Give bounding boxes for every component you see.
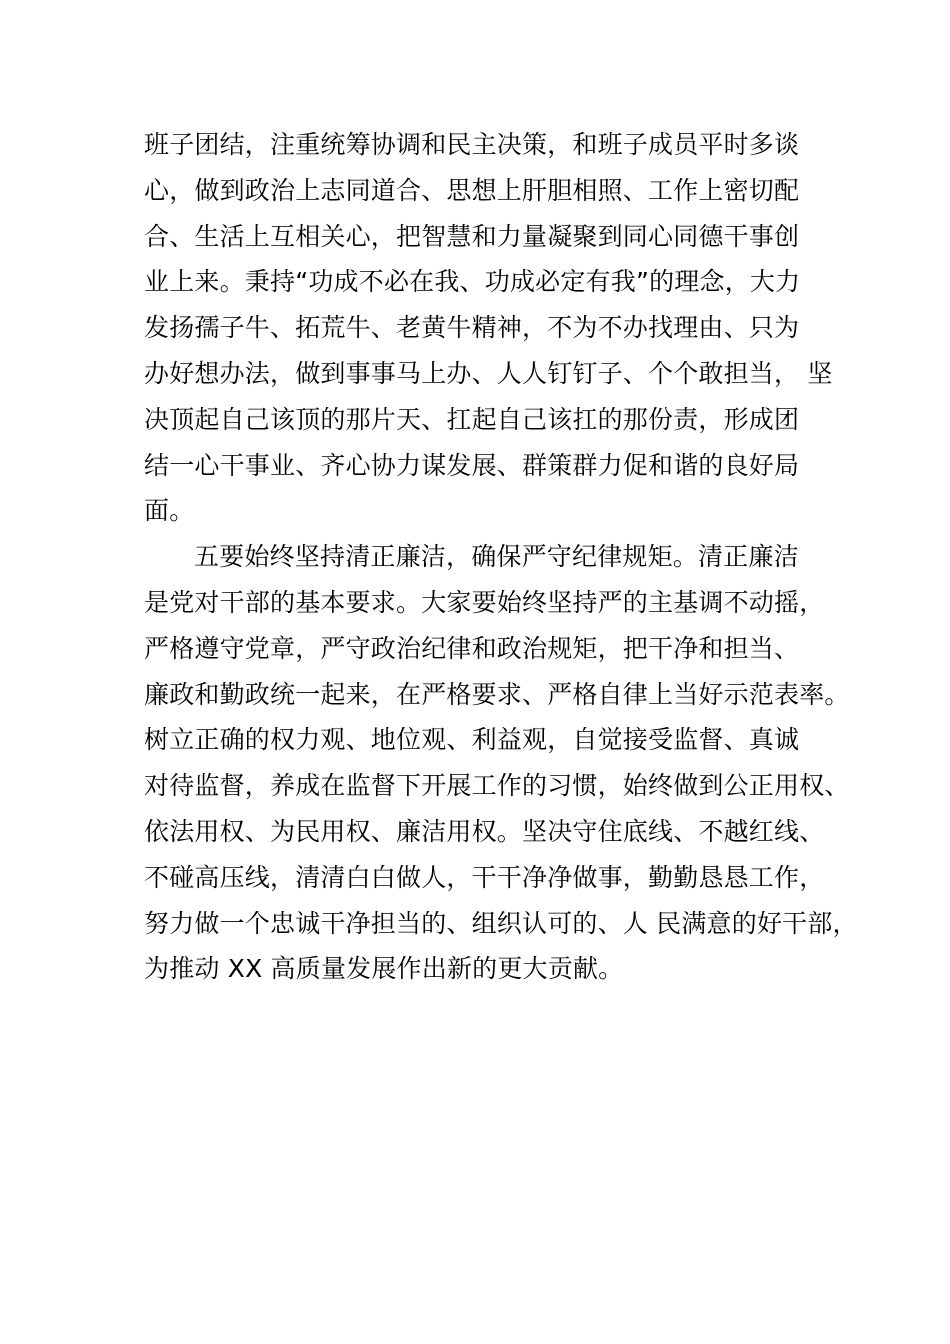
text-line: 决顶起自己该顶的那片天、扛起自己该扛的那份责，形成团 (144, 404, 800, 434)
text-line: 廉政和勤政统一起来，在严格要求、严格自律上当好示范表率。 (144, 679, 850, 709)
text-line: 是党对干部的基本要求。大家要始终坚持严的主基调不动摇， (144, 587, 825, 617)
paragraph-start-line: 五要始终坚持清正廉洁，确保严守纪律规矩。清正廉洁 (194, 542, 799, 572)
text-line: 班子团结，注重统筹协调和民主决策，和班子成员平时多谈 (144, 130, 800, 159)
text-line: 心，做到政治上志同道合、思想上肝胆相照、工作上密切配 (144, 175, 800, 205)
body-text (144, 122, 864, 992)
text-line: 对待监督，养成在监督下开展工作的习惯，始终做到公正用权、 (144, 771, 850, 801)
text-line: 依法用权、为民用权、廉洁用权。坚决守住底线、不越红线、 (144, 816, 825, 846)
text-line: 面。 (144, 496, 195, 526)
text-line: 为推动 XX 高质量发展作出新的更大贡献。 (144, 954, 624, 984)
text-line: 业上来。秉持“功成不必在我、功成必定有我”的理念，大力 (144, 267, 801, 297)
text-line: 不碰高压线，清清白白做人，干干净净做事，勤勤恳恳工作， (144, 862, 825, 892)
text-line: 努力做一个忠诚干净担当的、组织认可的、人 民满意的好干部， (144, 908, 858, 938)
text-line: 办好想办法，做到事事马上办、人人钉钉子、个个敢担当， 坚 (144, 358, 833, 388)
text-line: 树立正确的权力观、地位观、利益观，自觉接受监督、真诚 (144, 725, 800, 755)
text-line: 发扬孺子牛、拓荒牛、老黄牛精神，不为不办找理由、只为 (144, 313, 800, 343)
text-line: 严格遵守党章，严守政治纪律和政治规矩，把干净和担当、 (144, 633, 800, 663)
text-line: 合、生活上互相关心，把智慧和力量凝聚到同心同德干事创 (144, 221, 800, 251)
text-line: 结一心干事业、齐心协力谋发展、群策群力促和谐的良好局 (144, 450, 800, 480)
